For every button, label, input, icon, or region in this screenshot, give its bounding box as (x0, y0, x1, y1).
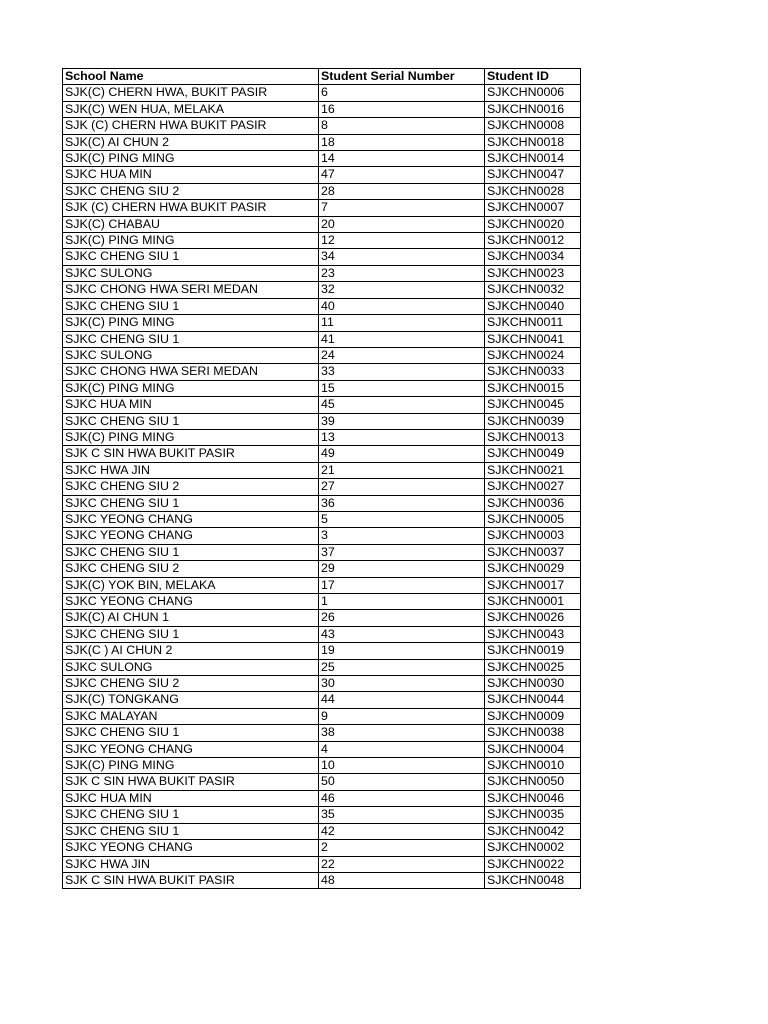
school-name-cell: SJKC YEONG CHANG (63, 594, 319, 610)
table-row (63, 725, 581, 741)
school-name-cell: SJKC CHENG SIU 1 (63, 298, 319, 314)
school-name-cell: SJK(C) PING MING (63, 758, 319, 774)
student-id-cell: SJKCHN0029 (485, 561, 581, 577)
student-id-cell: SJKCHN0010 (485, 758, 581, 774)
table-row (63, 347, 581, 363)
student-id-cell: SJKCHN0049 (485, 446, 581, 462)
student-serial-number-cell: 25 (319, 659, 485, 675)
table-row (63, 167, 581, 183)
table-row (63, 413, 581, 429)
student-serial-number-cell: 1 (319, 594, 485, 610)
student-serial-number-cell: 22 (319, 856, 485, 872)
school-name-cell: SJKC SULONG (63, 347, 319, 363)
student-id-cell: SJKCHN0026 (485, 610, 581, 626)
student-serial-number-cell: 4 (319, 741, 485, 757)
school-name-cell: SJKC HUA MIN (63, 167, 319, 183)
school-name-cell: SJKC MALAYAN (63, 708, 319, 724)
table-row (63, 872, 581, 888)
student-id-cell: SJKCHN0022 (485, 856, 581, 872)
table-row (63, 856, 581, 872)
student-id-cell: SJKCHN0023 (485, 265, 581, 281)
table-row (63, 446, 581, 462)
school-name-cell: SJK(C) PING MING (63, 315, 319, 331)
student-id-cell: SJKCHN0006 (485, 85, 581, 101)
school-name-cell: SJKC YEONG CHANG (63, 840, 319, 856)
student-serial-number-cell: 30 (319, 676, 485, 692)
table-row (63, 626, 581, 642)
student-id-cell: SJKCHN0040 (485, 298, 581, 314)
table-row (63, 807, 581, 823)
student-id-cell: SJKCHN0027 (485, 479, 581, 495)
school-name-cell: SJKC CHENG SIU 1 (63, 413, 319, 429)
school-name-cell: SJKC SULONG (63, 659, 319, 675)
table-row (63, 495, 581, 511)
table-row (63, 610, 581, 626)
student-serial-number-cell: 11 (319, 315, 485, 331)
school-name-cell: SJK C SIN HWA BUKIT PASIR (63, 446, 319, 462)
school-name-cell: SJKC CHENG SIU 2 (63, 561, 319, 577)
student-serial-number-cell: 13 (319, 429, 485, 445)
table-row (63, 577, 581, 593)
student-id-cell: SJKCHN0039 (485, 413, 581, 429)
table-row (63, 85, 581, 101)
school-name-cell: SJKC CHENG SIU 1 (63, 725, 319, 741)
table-row (63, 790, 581, 806)
table-row (63, 659, 581, 675)
school-name-cell: SJKC CHENG SIU 1 (63, 823, 319, 839)
school-name-cell: SJKC CHONG HWA SERI MEDAN (63, 364, 319, 380)
school-name-cell: SJK(C) YOK BIN, MELAKA (63, 577, 319, 593)
table-row (63, 397, 581, 413)
school-name-cell: SJKC YEONG CHANG (63, 741, 319, 757)
school-name-cell: SJKC CHENG SIU 2 (63, 676, 319, 692)
student-serial-number-cell: 9 (319, 708, 485, 724)
student-id-cell: SJKCHN0045 (485, 397, 581, 413)
student-id-cell: SJKCHN0012 (485, 233, 581, 249)
table-row (63, 511, 581, 527)
student-id-cell: SJKCHN0038 (485, 725, 581, 741)
school-name-cell: SJK(C) PING MING (63, 233, 319, 249)
school-name-cell: SJK(C) PING MING (63, 380, 319, 396)
school-name-cell: SJKC CHENG SIU 1 (63, 495, 319, 511)
table-row (63, 479, 581, 495)
school-name-cell: SJKC CHENG SIU 1 (63, 807, 319, 823)
student-serial-number-cell: 48 (319, 872, 485, 888)
school-name-cell: SJKC YEONG CHANG (63, 511, 319, 527)
school-name-cell: SJK(C) AI CHUN 1 (63, 610, 319, 626)
table-row (63, 249, 581, 265)
table-row (63, 462, 581, 478)
table-row (63, 282, 581, 298)
column-header-student-id: Student ID (485, 69, 581, 85)
table-body (63, 85, 581, 889)
table-row (63, 216, 581, 232)
student-serial-number-cell: 32 (319, 282, 485, 298)
student-id-cell: SJKCHN0004 (485, 741, 581, 757)
school-name-cell: SJK (C) CHERN HWA BUKIT PASIR (63, 200, 319, 216)
table-row (63, 594, 581, 610)
student-id-cell: SJKCHN0014 (485, 151, 581, 167)
school-name-cell: SJKC CHENG SIU 1 (63, 331, 319, 347)
school-name-cell: SJK C SIN HWA BUKIT PASIR (63, 774, 319, 790)
student-serial-number-cell: 8 (319, 118, 485, 134)
student-id-cell: SJKCHN0042 (485, 823, 581, 839)
student-id-cell: SJKCHN0009 (485, 708, 581, 724)
student-id-cell: SJKCHN0025 (485, 659, 581, 675)
school-name-cell: SJKC CHENG SIU 1 (63, 249, 319, 265)
student-serial-number-cell: 20 (319, 216, 485, 232)
student-id-cell: SJKCHN0003 (485, 528, 581, 544)
school-name-cell: SJK C SIN HWA BUKIT PASIR (63, 872, 319, 888)
school-name-cell: SJKC CHENG SIU 2 (63, 183, 319, 199)
table-row (63, 134, 581, 150)
student-id-cell: SJKCHN0037 (485, 544, 581, 560)
student-id-cell: SJKCHN0015 (485, 380, 581, 396)
student-serial-number-cell: 34 (319, 249, 485, 265)
student-serial-number-cell: 16 (319, 101, 485, 117)
student-id-cell: SJKCHN0016 (485, 101, 581, 117)
school-name-cell: SJK(C) CHABAU (63, 216, 319, 232)
student-id-cell: SJKCHN0018 (485, 134, 581, 150)
school-name-cell: SJKC YEONG CHANG (63, 528, 319, 544)
table-row (63, 758, 581, 774)
student-serial-number-cell: 3 (319, 528, 485, 544)
student-serial-number-cell: 41 (319, 331, 485, 347)
student-serial-number-cell: 27 (319, 479, 485, 495)
school-name-cell: SJKC CHENG SIU 1 (63, 544, 319, 560)
table-row (63, 101, 581, 117)
school-name-cell: SJK(C) PING MING (63, 429, 319, 445)
table-row (63, 233, 581, 249)
student-id-cell: SJKCHN0034 (485, 249, 581, 265)
student-table (62, 68, 581, 889)
student-id-cell: SJKCHN0008 (485, 118, 581, 134)
table-row (63, 840, 581, 856)
student-serial-number-cell: 40 (319, 298, 485, 314)
school-name-cell: SJKC HUA MIN (63, 397, 319, 413)
student-id-cell: SJKCHN0046 (485, 790, 581, 806)
column-header-student-serial-number: Student Serial Number (319, 69, 485, 85)
student-serial-number-cell: 24 (319, 347, 485, 363)
school-name-cell: SJKC HUA MIN (63, 790, 319, 806)
school-name-cell: SJKC HWA JIN (63, 856, 319, 872)
school-name-cell: SJKC CHENG SIU 2 (63, 479, 319, 495)
table-row (63, 561, 581, 577)
school-name-cell: SJK(C) PING MING (63, 151, 319, 167)
school-name-cell: SJK(C) CHERN HWA, BUKIT PASIR (63, 85, 319, 101)
table-row (63, 151, 581, 167)
student-serial-number-cell: 44 (319, 692, 485, 708)
student-serial-number-cell: 33 (319, 364, 485, 380)
student-id-cell: SJKCHN0048 (485, 872, 581, 888)
school-name-cell: SJK (C) CHERN HWA BUKIT PASIR (63, 118, 319, 134)
table-row (63, 823, 581, 839)
student-serial-number-cell: 18 (319, 134, 485, 150)
student-serial-number-cell: 42 (319, 823, 485, 839)
student-id-cell: SJKCHN0032 (485, 282, 581, 298)
table-row (63, 315, 581, 331)
student-serial-number-cell: 47 (319, 167, 485, 183)
student-id-cell: SJKCHN0005 (485, 511, 581, 527)
table-row (63, 298, 581, 314)
header-row (63, 69, 581, 85)
student-serial-number-cell: 14 (319, 151, 485, 167)
student-serial-number-cell: 28 (319, 183, 485, 199)
table-row (63, 528, 581, 544)
student-serial-number-cell: 36 (319, 495, 485, 511)
student-id-cell: SJKCHN0033 (485, 364, 581, 380)
table-row (63, 265, 581, 281)
column-header-school-name: School Name (63, 69, 319, 85)
school-name-cell: SJKC CHENG SIU 1 (63, 626, 319, 642)
student-id-cell: SJKCHN0024 (485, 347, 581, 363)
student-id-cell: SJKCHN0021 (485, 462, 581, 478)
student-serial-number-cell: 39 (319, 413, 485, 429)
table-row (63, 708, 581, 724)
table-row (63, 429, 581, 445)
school-name-cell: SJKC CHONG HWA SERI MEDAN (63, 282, 319, 298)
student-serial-number-cell: 17 (319, 577, 485, 593)
table-row (63, 380, 581, 396)
student-serial-number-cell: 26 (319, 610, 485, 626)
student-serial-number-cell: 6 (319, 85, 485, 101)
table-row (63, 118, 581, 134)
student-serial-number-cell: 5 (319, 511, 485, 527)
student-id-cell: SJKCHN0050 (485, 774, 581, 790)
student-id-cell: SJKCHN0017 (485, 577, 581, 593)
table-row (63, 692, 581, 708)
table-row (63, 183, 581, 199)
school-name-cell: SJKC SULONG (63, 265, 319, 281)
student-serial-number-cell: 49 (319, 446, 485, 462)
student-serial-number-cell: 45 (319, 397, 485, 413)
table-row (63, 364, 581, 380)
student-id-cell: SJKCHN0028 (485, 183, 581, 199)
table-row (63, 643, 581, 659)
student-id-cell: SJKCHN0002 (485, 840, 581, 856)
student-serial-number-cell: 50 (319, 774, 485, 790)
table-row (63, 741, 581, 757)
table-row (63, 331, 581, 347)
student-id-cell: SJKCHN0036 (485, 495, 581, 511)
student-serial-number-cell: 38 (319, 725, 485, 741)
student-id-cell: SJKCHN0013 (485, 429, 581, 445)
student-id-cell: SJKCHN0041 (485, 331, 581, 347)
student-serial-number-cell: 35 (319, 807, 485, 823)
school-name-cell: SJKC HWA JIN (63, 462, 319, 478)
student-id-cell: SJKCHN0044 (485, 692, 581, 708)
student-serial-number-cell: 19 (319, 643, 485, 659)
student-serial-number-cell: 2 (319, 840, 485, 856)
table-row (63, 544, 581, 560)
student-id-cell: SJKCHN0001 (485, 594, 581, 610)
student-serial-number-cell: 23 (319, 265, 485, 281)
student-id-cell: SJKCHN0011 (485, 315, 581, 331)
student-id-cell: SJKCHN0043 (485, 626, 581, 642)
school-name-cell: SJK(C) AI CHUN 2 (63, 134, 319, 150)
student-serial-number-cell: 29 (319, 561, 485, 577)
school-name-cell: SJK(C) TONGKANG (63, 692, 319, 708)
school-name-cell: SJK(C ) AI CHUN 2 (63, 643, 319, 659)
student-serial-number-cell: 43 (319, 626, 485, 642)
table-row (63, 200, 581, 216)
table-row (63, 774, 581, 790)
student-id-cell: SJKCHN0020 (485, 216, 581, 232)
table-row (63, 676, 581, 692)
student-id-cell: SJKCHN0030 (485, 676, 581, 692)
student-serial-number-cell: 15 (319, 380, 485, 396)
student-serial-number-cell: 21 (319, 462, 485, 478)
student-id-cell: SJKCHN0019 (485, 643, 581, 659)
student-serial-number-cell: 7 (319, 200, 485, 216)
student-serial-number-cell: 37 (319, 544, 485, 560)
student-serial-number-cell: 46 (319, 790, 485, 806)
student-serial-number-cell: 12 (319, 233, 485, 249)
student-serial-number-cell: 10 (319, 758, 485, 774)
school-name-cell: SJK(C) WEN HUA, MELAKA (63, 101, 319, 117)
student-id-cell: SJKCHN0035 (485, 807, 581, 823)
student-id-cell: SJKCHN0007 (485, 200, 581, 216)
student-id-cell: SJKCHN0047 (485, 167, 581, 183)
